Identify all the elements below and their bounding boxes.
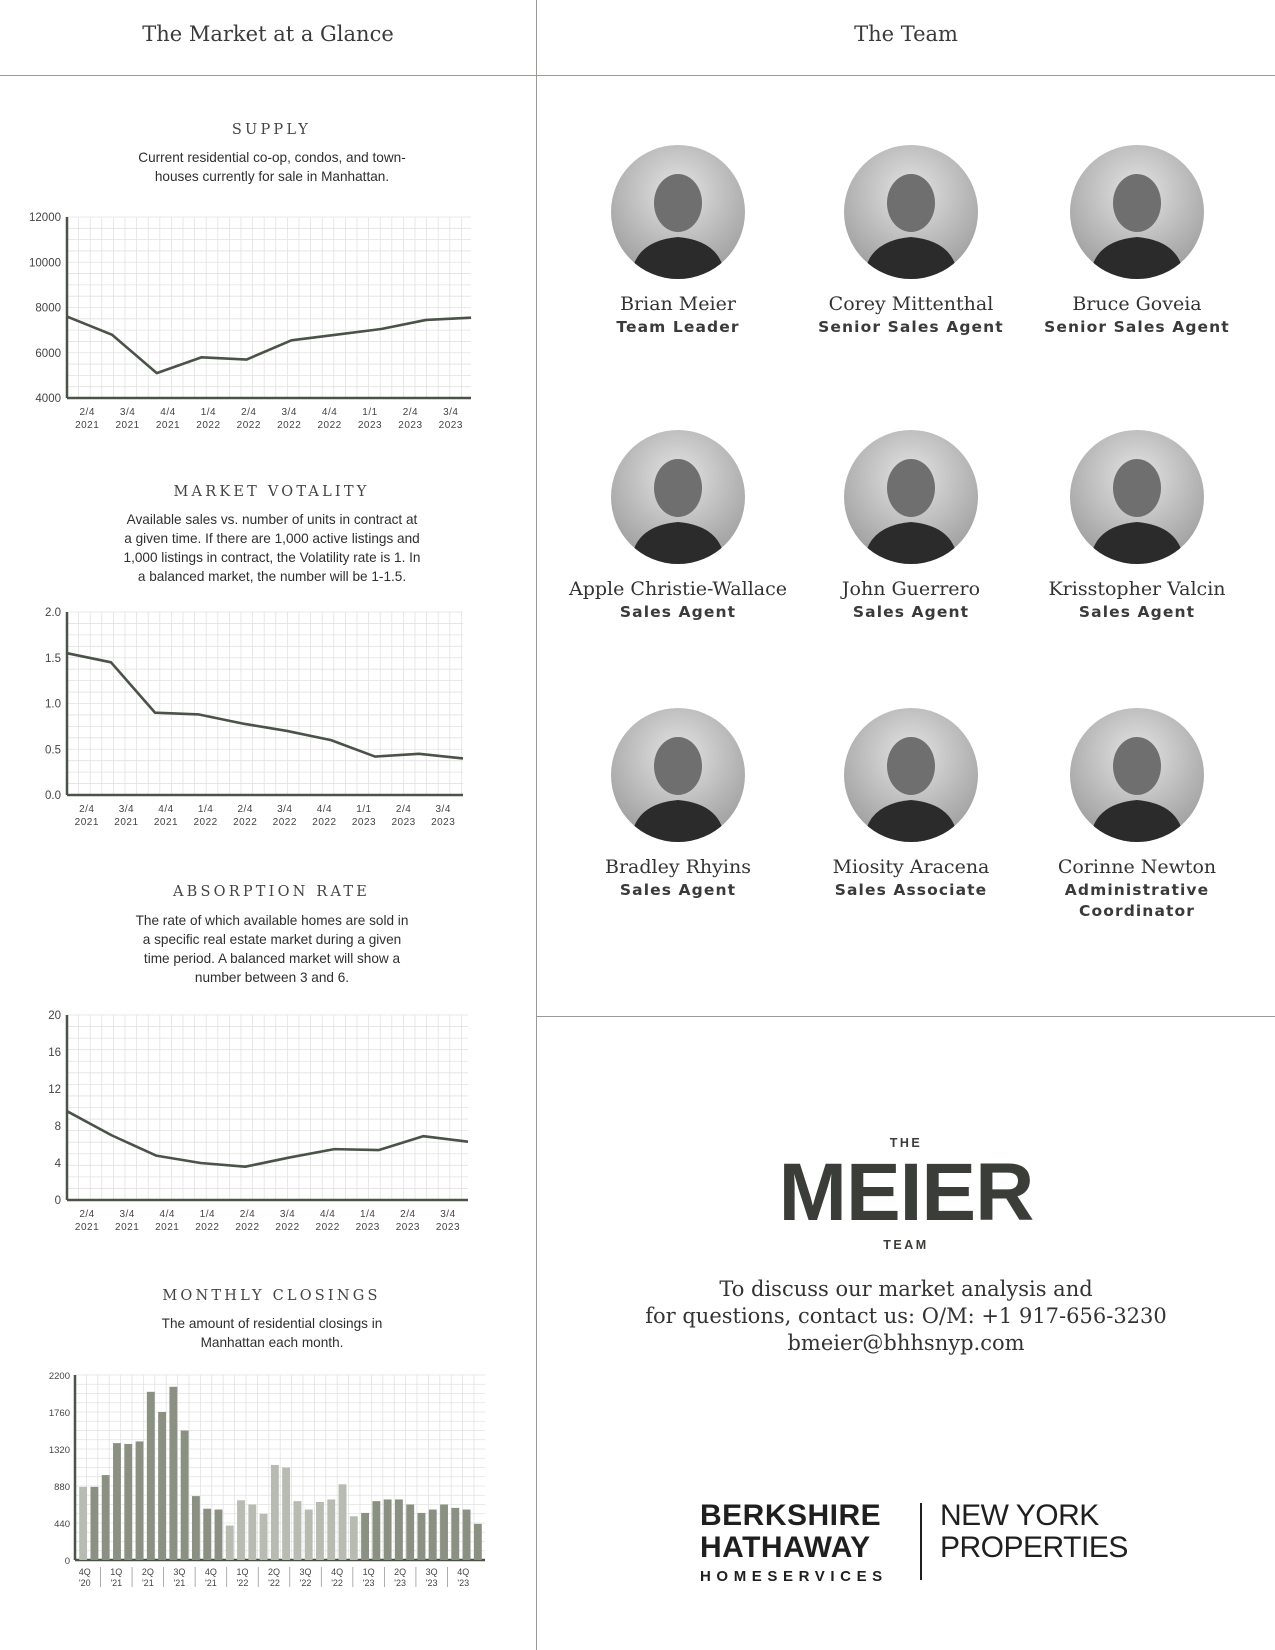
x-tick-label: 1/4	[360, 1209, 376, 1220]
x-tick-year: '23	[425, 1578, 438, 1588]
team-member	[791, 145, 1031, 338]
portrait-photo	[844, 708, 978, 842]
logo-the: THE	[889, 1136, 923, 1150]
desc-line: a balanced market, the number will be 1-1.5.	[137, 569, 407, 584]
supply-title: SUPPLY	[231, 122, 312, 138]
bar	[372, 1501, 380, 1560]
bar	[215, 1510, 223, 1560]
x-tick-year: 2021	[74, 817, 99, 828]
x-tick-year: '23	[362, 1578, 375, 1588]
x-tick-label: 4Q	[457, 1567, 470, 1577]
desc-line: a specific real estate market during a given	[142, 932, 402, 947]
x-tick-year: 2022	[317, 420, 342, 431]
meier-logo: MEIER	[778, 1147, 1034, 1238]
team-member	[1017, 708, 1257, 922]
y-tick-label: 440	[54, 1519, 70, 1530]
x-tick-label: 2/4	[79, 1209, 95, 1220]
x-tick-label: 2Q	[394, 1567, 407, 1577]
x-tick-year: 2021	[114, 817, 139, 828]
x-tick-label: 4/4	[319, 1209, 336, 1220]
bar	[260, 1514, 268, 1560]
x-tick-label: 4/4	[158, 804, 174, 815]
y-tick-label: 1.0	[45, 698, 61, 711]
member-role: Coordinator	[1078, 902, 1196, 920]
x-tick-year: 2023	[391, 817, 416, 828]
x-tick-year: 2022	[277, 420, 302, 431]
column-divider	[536, 0, 537, 1650]
volatility-description	[97, 510, 447, 586]
bar	[339, 1484, 347, 1560]
team-member	[558, 430, 798, 623]
contact-info	[537, 1276, 1275, 1357]
desc-line: The amount of residential closings in	[161, 1316, 383, 1331]
x-tick-label: 1Q	[236, 1567, 249, 1577]
bar	[293, 1501, 301, 1560]
desc-line: time period. A balanced market will show a	[143, 951, 401, 966]
x-tick-label: 2/4	[239, 1209, 256, 1220]
x-tick-year: '22	[268, 1578, 280, 1588]
x-tick-label: 3/4	[119, 1209, 135, 1220]
y-tick-label: 12	[48, 1084, 61, 1096]
member-role: Senior Sales Agent	[1044, 318, 1230, 336]
member-role: Sales Agent	[619, 881, 737, 899]
bar	[181, 1431, 189, 1561]
bar	[271, 1465, 279, 1560]
bar	[429, 1510, 437, 1560]
y-tick-label: 12000	[29, 212, 61, 224]
x-tick-year: 2021	[75, 420, 100, 431]
x-tick-label: 2/4	[237, 804, 253, 815]
team-member	[558, 708, 798, 901]
x-tick-year: '22	[331, 1578, 343, 1588]
x-tick-label: 4/4	[160, 407, 176, 418]
closings-chart	[0, 1365, 536, 1595]
x-tick-year: 2023	[351, 817, 377, 828]
bar	[451, 1508, 459, 1560]
x-tick-year: 2022	[233, 817, 258, 828]
x-tick-label: 3/4	[277, 804, 293, 815]
bar	[158, 1412, 166, 1560]
logo-text: PROPERTIES	[940, 1531, 1128, 1564]
logo-team: TEAM	[883, 1238, 929, 1252]
supply-chart	[0, 205, 536, 435]
member-role: Sales Agent	[852, 603, 970, 621]
volatility-chart	[0, 600, 536, 835]
x-tick-year: 2023	[398, 420, 423, 431]
x-tick-label: 4/4	[321, 407, 338, 418]
x-tick-label: 4Q	[204, 1567, 217, 1577]
portrait-photo	[844, 430, 978, 564]
member-name: Miosity Aracena	[832, 856, 990, 878]
member-name: Corinne Newton	[1057, 856, 1217, 878]
x-tick-year: '23	[394, 1578, 407, 1588]
y-tick-label: 1320	[48, 1445, 70, 1456]
bar	[361, 1513, 369, 1560]
x-tick-year: 2022	[235, 1222, 260, 1230]
x-tick-label: 3Q	[173, 1567, 186, 1577]
member-name: Brian Meier	[620, 293, 736, 315]
desc-line: number between 3 and 6.	[194, 970, 350, 985]
bar	[226, 1526, 234, 1560]
x-tick-year: 2022	[315, 1222, 340, 1230]
y-tick-label: 8000	[35, 302, 61, 315]
x-tick-label: 1/1	[356, 804, 372, 815]
series-line	[67, 317, 471, 374]
team-member	[791, 430, 1031, 623]
y-tick-label: 0.5	[45, 744, 61, 757]
x-tick-label: 2/4	[79, 804, 95, 815]
x-tick-year: 2023	[431, 817, 456, 828]
new-york-properties-logo	[940, 1500, 1128, 1564]
x-tick-year: 2023	[395, 1222, 420, 1230]
absorption-description	[107, 911, 437, 987]
x-tick-label: 4/4	[316, 804, 333, 815]
bar	[102, 1475, 110, 1560]
member-name: Bradley Rhyins	[605, 856, 751, 878]
bar	[113, 1443, 121, 1560]
x-tick-label: 2/4	[395, 804, 412, 815]
x-tick-year: '22	[236, 1578, 249, 1588]
member-name: John Guerrero	[841, 578, 981, 600]
bar	[440, 1505, 448, 1561]
y-tick-label: 10000	[29, 257, 61, 270]
x-tick-year: 2022	[272, 817, 297, 828]
x-tick-year: 2023	[438, 420, 463, 431]
supply-description	[107, 148, 437, 186]
member-name: Krisstopher Valcin	[1048, 578, 1226, 600]
member-name: Corey Mittenthal	[828, 293, 994, 315]
bar	[395, 1499, 403, 1560]
x-tick-year: '23	[457, 1578, 470, 1588]
y-tick-label: 0.0	[45, 790, 61, 802]
x-tick-label: 1Q	[362, 1567, 375, 1577]
x-tick-year: 2022	[312, 817, 337, 828]
y-tick-label: 0	[64, 1556, 70, 1567]
desc-line: Available sales vs. number of units in contract at	[126, 512, 418, 527]
x-tick-label: 3/4	[119, 407, 136, 418]
y-tick-label: 1760	[48, 1408, 70, 1419]
portrait-photo	[1070, 145, 1204, 279]
x-tick-label: 4/4	[159, 1209, 175, 1220]
portrait-photo	[1070, 430, 1204, 564]
portrait-photo	[611, 708, 745, 842]
x-tick-year: '21	[141, 1578, 154, 1588]
member-role: Team Leader	[616, 318, 740, 336]
desc-line: a given time. If there are 1,000 active listings and	[124, 531, 420, 546]
volatility-title: MARKET VOTALITY	[173, 484, 370, 500]
x-tick-year: '21	[205, 1578, 217, 1588]
x-tick-label: 3Q	[425, 1567, 438, 1577]
x-tick-label: 1/4	[197, 804, 214, 815]
x-tick-year: '21	[110, 1578, 123, 1588]
portrait-photo	[611, 145, 745, 279]
y-tick-label: 20	[48, 1010, 61, 1022]
logo-text: HATHAWAY	[700, 1531, 871, 1564]
team-member	[558, 145, 798, 338]
x-tick-year: 2021	[155, 1222, 180, 1230]
y-tick-label: 1.5	[45, 652, 61, 665]
x-tick-year: 2022	[236, 420, 261, 431]
team-member	[791, 708, 1031, 901]
member-role: Administrative	[1064, 881, 1210, 899]
bar	[305, 1510, 313, 1560]
bar	[79, 1487, 87, 1560]
bar	[124, 1444, 132, 1560]
team-column-title: The Team	[854, 22, 958, 46]
series-line	[67, 1111, 468, 1167]
y-tick-label: 8	[54, 1121, 61, 1133]
x-tick-label: 2/4	[402, 407, 419, 418]
team-member	[1017, 430, 1257, 623]
bar	[203, 1509, 211, 1560]
absorption-title: ABSORPTION RATE	[172, 884, 371, 900]
desc-line: The rate of which available homes are sold in	[135, 913, 409, 928]
x-tick-year: 2022	[275, 1222, 300, 1230]
x-tick-label: 4Q	[331, 1567, 344, 1577]
x-tick-label: 3/4	[281, 407, 297, 418]
bar	[169, 1387, 177, 1560]
x-tick-year: '21	[173, 1578, 186, 1588]
x-tick-label: 4Q	[78, 1567, 91, 1577]
bar	[192, 1496, 200, 1560]
x-tick-label: 2/4	[79, 407, 95, 418]
logo-text: BERKSHIRE	[700, 1499, 882, 1532]
x-tick-year: 2023	[357, 420, 383, 431]
x-tick-label: 1/1	[362, 407, 378, 418]
x-tick-label: 2/4	[241, 407, 257, 418]
desc-line: Current residential co-op, condos, and town-	[138, 150, 406, 165]
bar	[282, 1468, 290, 1561]
desc-line: 1,000 listings in contract, the Volatility rate is 1. In	[123, 550, 421, 565]
x-tick-label: 1Q	[110, 1567, 123, 1577]
x-tick-year: 2021	[153, 817, 179, 828]
x-tick-year: 2021	[74, 1222, 100, 1230]
member-role: Sales Agent	[1078, 603, 1196, 621]
bar	[248, 1505, 256, 1561]
y-tick-label: 2200	[48, 1371, 70, 1382]
closings-description	[107, 1314, 437, 1352]
bar	[237, 1500, 245, 1560]
bar	[418, 1513, 426, 1560]
y-tick-label: 2.0	[45, 607, 61, 619]
x-tick-label: 3/4	[279, 1209, 296, 1220]
contact-email: bmeier@bhhsnyp.com	[787, 1331, 1025, 1355]
header-rule	[0, 75, 1275, 76]
bar	[147, 1392, 155, 1560]
portrait-photo	[844, 145, 978, 279]
portrait-photo	[611, 430, 745, 564]
bar	[327, 1499, 335, 1560]
x-tick-label: 3Q	[299, 1567, 312, 1577]
y-tick-label: 16	[48, 1047, 61, 1059]
x-tick-year: 2021	[115, 420, 140, 431]
logo-divider	[920, 1503, 922, 1580]
member-role: Senior Sales Agent	[818, 318, 1004, 336]
desc-line: Manhattan each month.	[200, 1335, 344, 1350]
y-tick-label: 6000	[35, 347, 61, 360]
member-role: Sales Agent	[619, 603, 737, 621]
x-tick-label: 3/4	[118, 804, 135, 815]
x-tick-year: 2022	[193, 817, 218, 828]
x-tick-year: 2022	[196, 420, 221, 431]
bar	[350, 1516, 358, 1560]
y-tick-label: 0	[54, 1195, 61, 1207]
bar	[463, 1510, 471, 1560]
y-tick-label: 4000	[35, 393, 61, 405]
x-tick-label: 3/4	[443, 407, 459, 418]
desc-line: houses currently for sale in Manhattan.	[154, 169, 390, 184]
x-tick-year: 2023	[435, 1222, 461, 1230]
x-tick-label: 2/4	[400, 1209, 416, 1220]
x-tick-year: 2022	[195, 1222, 220, 1230]
member-name: Bruce Goveia	[1072, 293, 1202, 315]
team-section-rule	[537, 1016, 1275, 1017]
logo-text: NEW YORK	[940, 1499, 1099, 1532]
logo-text: HOMESERVICES	[700, 1568, 888, 1585]
contact-phone: for questions, contact us: O/M: +1 917-656-3230	[645, 1304, 1167, 1328]
absorption-chart	[0, 1005, 536, 1230]
member-role: Sales Associate	[834, 881, 988, 899]
member-name: Apple Christie-Wallace	[569, 578, 787, 600]
x-tick-label: 2Q	[267, 1567, 281, 1577]
x-tick-year: 2021	[155, 420, 181, 431]
portrait-photo	[1070, 708, 1204, 842]
bar	[90, 1487, 98, 1560]
market-column-title: The Market at a Glance	[142, 22, 394, 46]
closings-title: MONTHLY CLOSINGS	[162, 1288, 381, 1304]
x-tick-year: 2023	[355, 1222, 380, 1230]
berkshire-hathaway-logo	[700, 1500, 888, 1585]
x-tick-label: 3/4	[435, 804, 451, 815]
bar	[316, 1502, 324, 1560]
x-tick-year: 2021	[115, 1222, 140, 1230]
team-member	[1017, 145, 1257, 338]
x-tick-label: 3/4	[440, 1209, 456, 1220]
x-tick-label: 1/4	[199, 1209, 216, 1220]
x-tick-label: 2Q	[141, 1567, 154, 1577]
y-tick-label: 4	[54, 1158, 61, 1170]
x-tick-label: 1/4	[200, 407, 217, 418]
x-tick-year: '22	[299, 1578, 312, 1588]
bar	[384, 1499, 392, 1560]
x-tick-year: '20	[78, 1578, 91, 1588]
bar	[406, 1505, 414, 1561]
bar	[474, 1524, 482, 1560]
contact-line: To discuss our market analysis and	[719, 1277, 1093, 1301]
y-tick-label: 880	[54, 1482, 70, 1493]
bar	[136, 1441, 144, 1560]
